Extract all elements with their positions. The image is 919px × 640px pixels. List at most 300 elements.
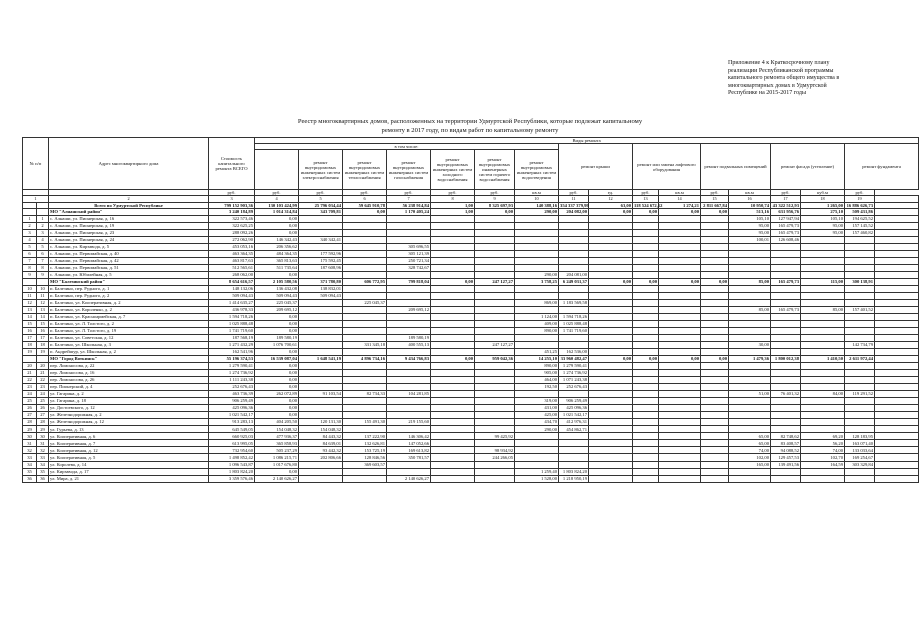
row-value: 660 925,03 (209, 433, 255, 440)
row-number: 32 (23, 447, 37, 454)
row-address: ул. Железнодорожная, д. 2 (49, 412, 209, 419)
row-value (387, 349, 431, 356)
row-value (559, 292, 589, 299)
row-value: 225 045,37 (343, 299, 387, 306)
row-value: 127 947,94 (771, 215, 801, 222)
row-value (589, 412, 633, 419)
table-row (23, 419, 919, 426)
row-value (589, 222, 633, 229)
row-value (589, 306, 633, 313)
row-value: 104 281,85 (387, 391, 431, 398)
row-value (801, 335, 845, 342)
row-value: 102,70 (801, 454, 845, 461)
row-value (771, 475, 801, 482)
row-value (431, 454, 475, 461)
row-value: 177 592,96 (299, 251, 343, 258)
row-value: 56 238 914,84 (387, 202, 431, 209)
row-value (633, 447, 659, 454)
table-row (23, 251, 919, 258)
unit: руб. (701, 190, 729, 196)
row-value (701, 426, 729, 433)
row-value (589, 285, 633, 292)
row-value (515, 292, 559, 299)
row-value: 1 274 736,92 (209, 369, 255, 376)
row-value: 288 092,26 (209, 229, 255, 236)
row-value (515, 258, 559, 265)
row-number (23, 202, 37, 209)
row-value: 606 772,95 (343, 279, 387, 286)
row-value (431, 321, 475, 328)
row-value (875, 328, 919, 335)
row-value (475, 258, 515, 265)
row-value (431, 433, 475, 440)
row-value: 146 342,43 (255, 236, 299, 243)
appendix-note (728, 60, 878, 98)
register-table (22, 137, 919, 483)
row-value (801, 258, 845, 265)
row-value (431, 447, 475, 454)
row-value (701, 258, 729, 265)
row-value: 76 401,32 (771, 391, 801, 398)
row-value: 175 592,45 (299, 258, 343, 265)
row-value (431, 376, 475, 383)
row-value (845, 285, 875, 292)
table-row (23, 454, 919, 461)
row-value: 155 491,30 (343, 419, 387, 426)
total-row (23, 202, 919, 209)
row-value: 95,00 (729, 222, 771, 229)
row-value (475, 335, 515, 342)
table-row (23, 342, 919, 349)
row-value: 1 279 590,41 (209, 362, 255, 369)
row-value (845, 321, 875, 328)
row-number: 29 (23, 426, 37, 433)
row-value (659, 376, 701, 383)
row-value: 8 325 697,93 (475, 202, 515, 209)
row-value: 118 524 672,12 (634, 202, 663, 208)
row-value (299, 342, 343, 349)
row-address: п. Балезино, ул. Кооперативная, д. 2 (49, 299, 209, 306)
row-address: п. Балезино, ул. Школьная, д. 3 (49, 342, 209, 349)
row-value (875, 265, 919, 272)
row-value: 425 096,36 (559, 405, 589, 412)
row-value (589, 292, 633, 299)
row-value (771, 405, 801, 412)
row-value: 0,00 (589, 356, 633, 363)
row-value: 1 594 718,26 (559, 313, 589, 320)
row-value: 138 832,01 (299, 285, 343, 292)
row-value: 153 725,19 (343, 447, 387, 454)
row-value (729, 258, 771, 265)
row-value (343, 258, 387, 265)
row-address: ул. Кооперативная, д. 6 (49, 433, 209, 440)
row-value (729, 349, 771, 356)
header-roof: ремонт крыши (559, 144, 633, 190)
row-value: 1 025 888,48 (559, 321, 589, 328)
row-value (845, 369, 875, 376)
row-value (431, 243, 475, 250)
row-value: 1 410,50 (801, 356, 845, 363)
row-value (801, 285, 845, 292)
row-value (431, 398, 475, 405)
row-number: 5 (23, 243, 37, 250)
row-value (431, 251, 475, 258)
row-value (729, 475, 771, 482)
table-row (23, 328, 919, 335)
row-value (475, 313, 515, 320)
row-sub-number: 15 (37, 321, 49, 328)
row-value: 350 781,57 (387, 454, 431, 461)
row-number: 24 (23, 391, 37, 398)
row-value (771, 335, 801, 342)
row-value (559, 251, 589, 258)
row-value: 206 356,62 (255, 243, 299, 250)
row-value (875, 398, 919, 405)
row-value (729, 398, 771, 405)
row-value: 1 594 718,26 (209, 313, 255, 320)
row-value: 906 259,49 (559, 398, 589, 405)
row-value (875, 243, 919, 250)
row-number: 25 (23, 398, 37, 405)
row-value (343, 306, 387, 313)
row-value (387, 412, 431, 419)
row-value (559, 243, 589, 250)
row-value (475, 468, 515, 475)
row-value (633, 376, 659, 383)
row-value (589, 215, 633, 222)
row-sub-number: 4 (37, 236, 49, 243)
row-value (431, 299, 475, 306)
row-value (659, 447, 701, 454)
row-value: 84 639,01 (299, 440, 343, 447)
row-value (845, 349, 875, 356)
row-value (729, 412, 771, 419)
unit: кв.м (729, 190, 771, 196)
row-value (771, 376, 801, 383)
row-value (589, 426, 633, 433)
table-row (23, 272, 919, 279)
row-value (729, 369, 771, 376)
row-value (387, 369, 431, 376)
row-value (387, 236, 431, 243)
row-value: 1 803 824,20 (209, 468, 255, 475)
row-value (659, 362, 701, 369)
row-value (845, 251, 875, 258)
row-address: п. Андрейшур, ул. Школьная, д. 2 (49, 349, 209, 356)
row-value: 509 431,86 (845, 209, 875, 216)
row-value (875, 426, 919, 433)
row-value (431, 475, 475, 482)
row-number: 7 (23, 258, 37, 265)
row-value (299, 328, 343, 335)
row-number: 22 (23, 376, 37, 383)
row-value: 169 254,67 (845, 454, 875, 461)
row-value (475, 272, 515, 279)
table-row (23, 405, 919, 412)
row-value (659, 433, 701, 440)
row-value (845, 468, 875, 475)
row-value (659, 258, 701, 265)
row-address: п. Балезино, ул. Короленко, д. 2 (49, 306, 209, 313)
row-value: 1 021 542,17 (559, 412, 589, 419)
row-value (729, 376, 771, 383)
row-value (875, 356, 919, 363)
row-value (701, 342, 729, 349)
row-value (515, 461, 559, 468)
row-sub-number: 30 (37, 433, 49, 440)
row-value (633, 285, 659, 292)
row-value (431, 405, 475, 412)
row-value: 1 274 736,92 (559, 369, 589, 376)
row-sub-number: 3 (37, 229, 49, 236)
row-value: 1 498 852,42 (209, 454, 255, 461)
row-value: 130 103 424,99 (255, 202, 299, 209)
row-value (729, 292, 771, 299)
row-address: ул. Кооперативная, д. 7 (49, 440, 209, 447)
row-value: 1 741 719,60 (209, 328, 255, 335)
row-value: 303 329,84 (845, 461, 875, 468)
row-value (875, 342, 919, 349)
row-value: 905,00 (515, 369, 559, 376)
row-value: 3 758,25 (515, 279, 559, 286)
row-value: 252 676,43 (209, 384, 255, 391)
row-address: с. Алнаши, ул. Пионерская, д. 19 (49, 222, 209, 229)
row-value (771, 243, 801, 250)
row-value: 1 183 569,58 (559, 299, 589, 306)
document-title (265, 117, 675, 135)
column-index-cell: 10 (515, 196, 559, 203)
row-sub-number: 28 (37, 419, 49, 426)
row-value (559, 285, 589, 292)
unit: руб. (771, 190, 801, 196)
row-sub-number: 27 (37, 412, 49, 419)
row-value (475, 306, 515, 313)
header-drain: ремонт внутридомовых инженерных систем водоотведения (515, 150, 559, 190)
row-value (801, 321, 845, 328)
document-title-line: Реестр многоквартирных домов, расположенных на территории Удмуртской Республики, которые подлежат капитальному (297, 118, 643, 125)
row-value (633, 461, 659, 468)
row-value: 204 082,00 (559, 209, 589, 216)
row-value (633, 306, 659, 313)
table-row (23, 447, 919, 454)
row-sub-number: 12 (37, 299, 49, 306)
row-value (701, 229, 729, 236)
row-sub-number: 31 (37, 440, 49, 447)
row-value: 322 625,25 (209, 222, 255, 229)
row-value (299, 461, 343, 468)
row-value (475, 412, 515, 419)
row-address: пер. Ломоносова, д. 22 (49, 362, 209, 369)
row-sub-number: 32 (37, 447, 49, 454)
row-value (659, 412, 701, 419)
row-value (589, 419, 633, 426)
row-value (343, 265, 387, 272)
row-value: 1 271 432,29 (209, 342, 255, 349)
row-value: 1,00 (431, 209, 475, 216)
row-value (801, 328, 845, 335)
row-value (343, 376, 387, 383)
column-index-cell (875, 196, 919, 203)
row-value (729, 468, 771, 475)
unit: руб. (845, 190, 875, 196)
row-value (659, 306, 701, 313)
row-value: 268 062,00 (209, 272, 255, 279)
row-value (659, 313, 701, 320)
header-lift: ремонт или замена лифтового оборудования (633, 144, 701, 190)
row-value (729, 405, 771, 412)
row-value (875, 369, 919, 376)
row-value: 0,00 (633, 279, 659, 286)
row-value: 136 432,08 (255, 285, 299, 292)
row-value: 1 096 543,87 (209, 461, 255, 468)
row-value (701, 321, 729, 328)
row-value: 2 811 667,84 (701, 202, 729, 209)
row-value: 365 858,93 (255, 440, 299, 447)
table-row (23, 229, 919, 236)
row-value: 272 062,90 (209, 236, 255, 243)
row-value (771, 292, 801, 299)
table-row (23, 265, 919, 272)
row-address: п. Балезино, пер. Рудного, д. 1 (49, 285, 209, 292)
row-value (387, 299, 431, 306)
unit: куб.м (801, 190, 845, 196)
row-value: 194 625,52 (845, 215, 875, 222)
row-value (633, 215, 659, 222)
row-value (729, 265, 771, 272)
row-value: 1 086 215,71 (255, 454, 299, 461)
row-value (431, 440, 475, 447)
row-number (23, 279, 37, 286)
table-row (23, 335, 919, 342)
header-incl: в том числе: (255, 144, 559, 150)
header-elec: ремонт внутридомовых инженерных систем электроснабжения (299, 150, 343, 190)
row-number: 15 (23, 321, 37, 328)
row-value (431, 391, 475, 398)
row-value: 132 626,81 (343, 440, 387, 447)
row-value: 369 603,57 (343, 461, 387, 468)
row-value: 126 608,46 (771, 236, 801, 243)
row-value: 157 460,82 (845, 229, 875, 236)
table-row (23, 299, 919, 306)
unit: руб. (299, 190, 343, 196)
row-value (701, 265, 729, 272)
row-value (633, 229, 659, 236)
row-value: 290,00 (515, 426, 559, 433)
row-value (475, 349, 515, 356)
row-value: 9 434 766,83 (387, 356, 431, 363)
row-address: п. Балезино, ул. Красноармейская, д. 7 (49, 313, 209, 320)
row-value (559, 229, 589, 236)
row-value (771, 251, 801, 258)
row-value (515, 251, 559, 258)
row-value (589, 313, 633, 320)
row-value: 0,00 (255, 272, 299, 279)
row-value: 1 124,00 (515, 313, 559, 320)
row-value (299, 229, 343, 236)
table-row (23, 461, 919, 468)
row-value (475, 369, 515, 376)
row-value (659, 215, 701, 222)
row-value: 102,00 (729, 454, 771, 461)
row-value (701, 405, 729, 412)
row-value (633, 468, 659, 475)
table-row (23, 215, 919, 222)
row-number: 17 (23, 335, 37, 342)
row-value: 400 555,13 (387, 342, 431, 349)
row-value (771, 349, 801, 356)
row-number: 16 (23, 328, 37, 335)
row-value: 509 094,43 (299, 292, 343, 299)
row-value (343, 426, 387, 433)
row-value (343, 313, 387, 320)
row-value (801, 412, 845, 419)
row-value: 148 132,06 (209, 285, 255, 292)
row-value (701, 243, 729, 250)
row-value: 0,00 (701, 209, 729, 216)
row-value (431, 236, 475, 243)
row-value (845, 412, 875, 419)
row-value (589, 391, 633, 398)
row-value: 120 131,30 (299, 419, 343, 426)
row-value: 162 541,96 (209, 349, 255, 356)
row-number (23, 209, 37, 216)
row-value (559, 215, 589, 222)
row-value (633, 384, 659, 391)
row-value (589, 258, 633, 265)
column-index-cell: 1 (23, 196, 49, 203)
row-value: 1 218 950,19 (559, 475, 589, 482)
row-value (875, 349, 919, 356)
row-address: п. Балезино, ул. Л. Толстого, д. 19 (49, 328, 209, 335)
row-sub-number: 35 (37, 468, 49, 475)
table-row (23, 475, 919, 482)
row-sub-number: 26 (37, 405, 49, 412)
row-value (343, 384, 387, 391)
row-value: 0,00 (255, 468, 299, 475)
row-value: 1 259,40 (515, 468, 559, 475)
row-value (559, 440, 589, 447)
row-value: 99 425,92 (475, 433, 515, 440)
row-value (431, 306, 475, 313)
row-value (801, 292, 845, 299)
row-value (633, 475, 659, 482)
row-address: ул. Гагарина, д. 2 (49, 391, 209, 398)
row-value: 434,70 (515, 419, 559, 426)
row-value (875, 419, 919, 426)
row-value (589, 243, 633, 250)
row-value: 463 817,63 (209, 258, 255, 265)
row-value (729, 272, 771, 279)
row-value: 0,00 (255, 222, 299, 229)
row-value (343, 251, 387, 258)
row-value (875, 321, 919, 328)
row-value: 275,10 (801, 209, 845, 216)
row-value (589, 376, 633, 383)
unit: ед. (589, 190, 633, 196)
row-sub-number (37, 356, 49, 363)
table-row (23, 440, 919, 447)
row-value (845, 335, 875, 342)
row-value (299, 243, 343, 250)
row-value (515, 285, 559, 292)
row-value (845, 243, 875, 250)
row-value (475, 236, 515, 243)
row-value (343, 236, 387, 243)
row-value (589, 265, 633, 272)
row-value (801, 342, 845, 349)
row-value: 119 291,52 (845, 391, 875, 398)
row-value (701, 285, 729, 292)
